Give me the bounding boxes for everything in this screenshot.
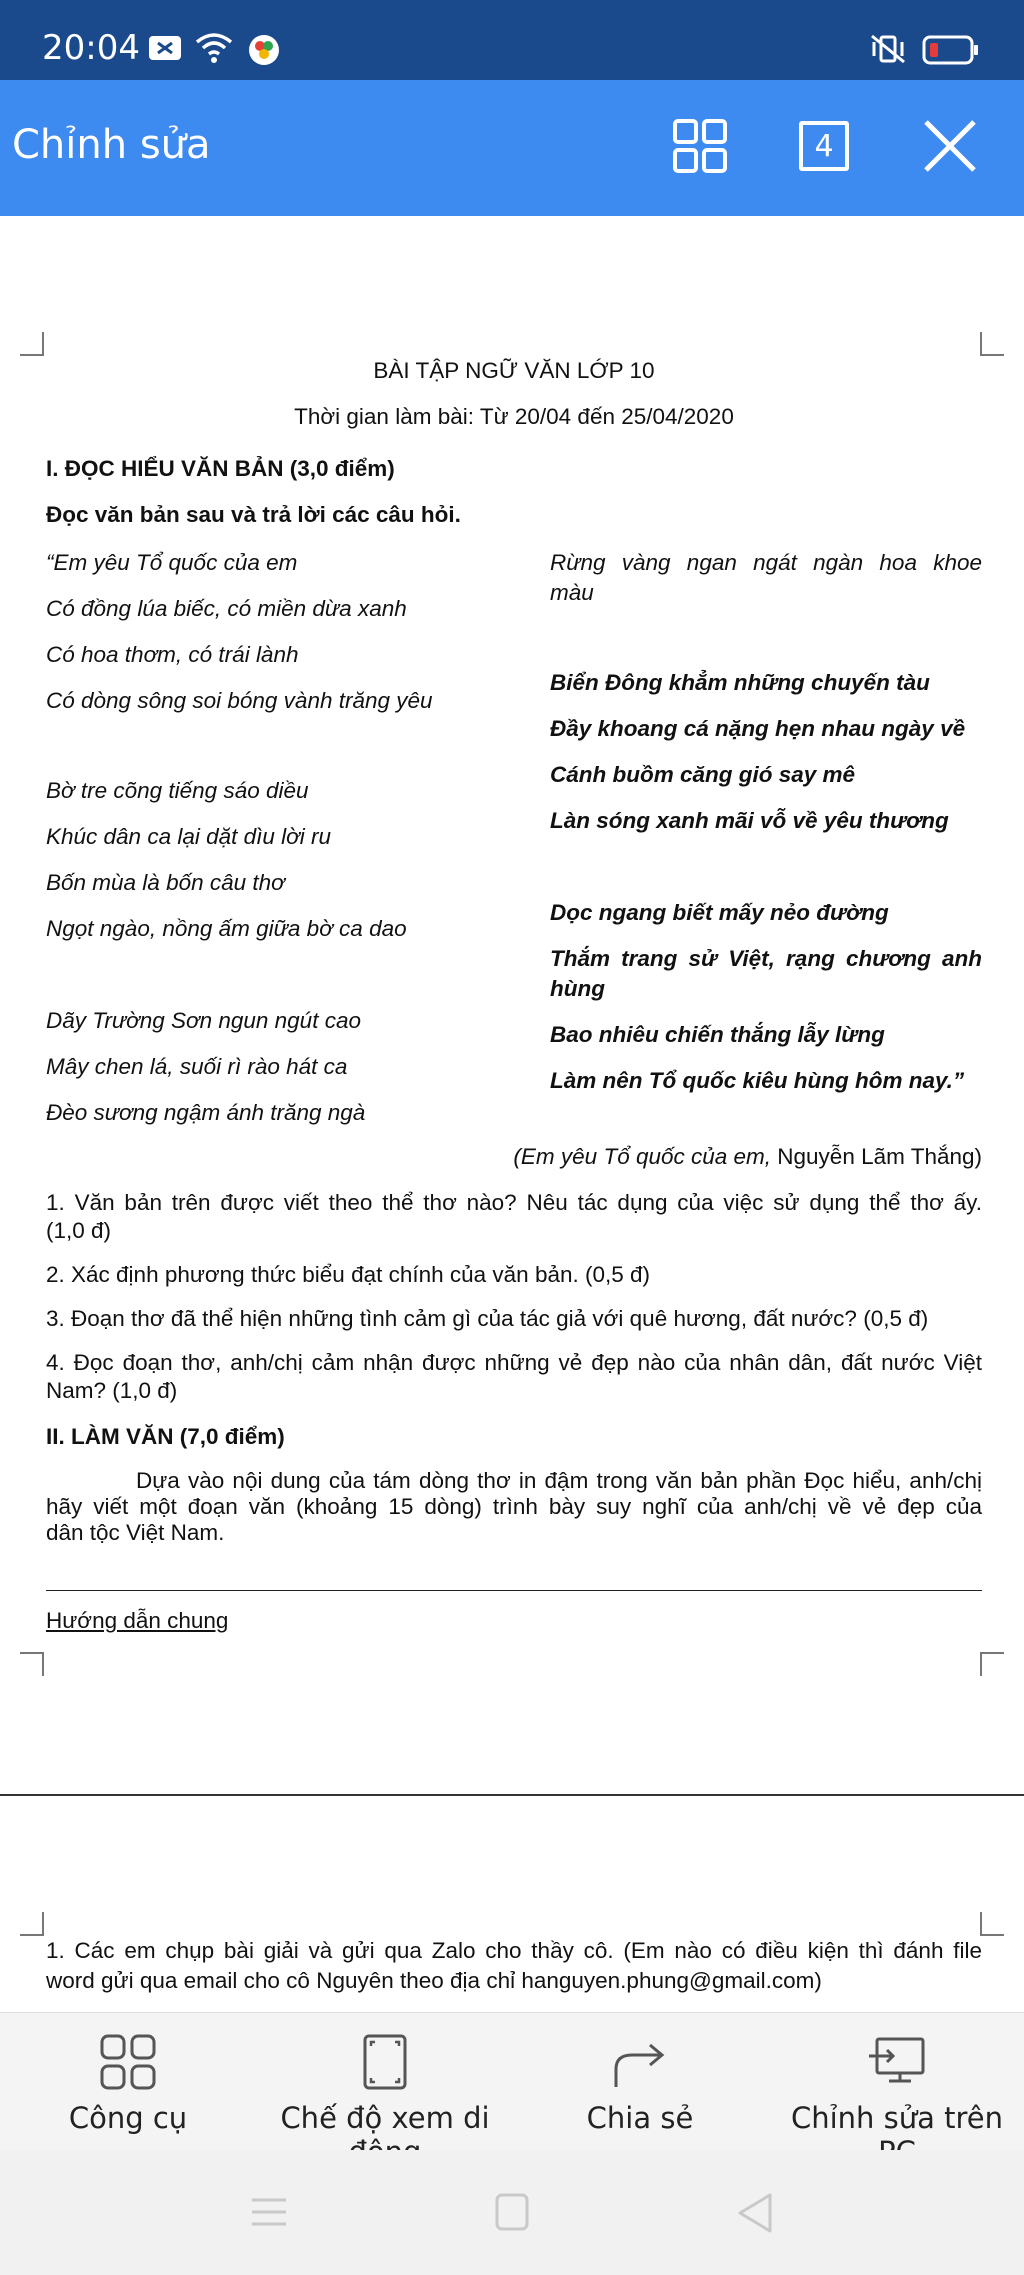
home-icon[interactable] bbox=[494, 2192, 530, 2232]
instruction-text: Đọc văn bản sau và trả lời các câu hỏi. bbox=[46, 502, 461, 527]
poem-line: “Em yêu Tổ quốc của em bbox=[46, 550, 298, 575]
status-bar bbox=[0, 0, 1024, 80]
close-button[interactable] bbox=[920, 116, 980, 176]
page2-line: word gửi qua email cho cô Nguyên theo địa chỉ hanguyen.phung@gmail.com) bbox=[46, 1968, 822, 1993]
mobile-view-button[interactable] bbox=[250, 2013, 520, 2151]
source-title: (Em yêu Tổ quốc của em, bbox=[513, 1144, 772, 1169]
bottom-toolbar bbox=[0, 2012, 1024, 2151]
tools-icon bbox=[99, 2033, 157, 2091]
vibrate-icon bbox=[868, 32, 908, 66]
tools-button[interactable] bbox=[50, 2013, 206, 2151]
doc-time-line: Thời gian làm bài: Từ 20/04 đến 25/04/2020 bbox=[294, 404, 734, 429]
wifi-icon bbox=[194, 30, 234, 64]
share-label: Chia sẻ bbox=[586, 2101, 694, 2135]
page-separator bbox=[0, 1794, 1024, 1796]
poem-line: Có hoa thơm, có trái lành bbox=[46, 642, 299, 667]
poem-line-bold: Đầy khoang cá nặng hẹn nhau ngày về bbox=[550, 716, 966, 741]
question-4: 4. Đọc đoạn thơ, anh/chị cảm nhận được những vẻ đẹp nào của nhân dân, đất nước Việt bbox=[46, 1350, 982, 1375]
toolbar-title: Chỉnh sửa bbox=[12, 122, 211, 168]
poem-line: Đèo sương ngậm ánh trăng ngà bbox=[46, 1100, 366, 1125]
document-viewer[interactable] bbox=[0, 216, 1024, 2012]
system-navigation-bar bbox=[0, 2150, 1024, 2275]
page-corner-mark bbox=[980, 1652, 1004, 1676]
question-1: 1. Văn bản trên được viết theo thể thơ nào? Nêu tác dụng của việc sử dụng thể thơ ấy. bbox=[46, 1190, 982, 1215]
page-corner-mark bbox=[20, 1652, 44, 1676]
status-time: 20:04 bbox=[42, 28, 140, 68]
grid-view-button[interactable] bbox=[670, 116, 730, 176]
poem-line-bold: Dọc ngang biết mấy nẻo đường bbox=[550, 900, 889, 925]
poem-line: Bốn mùa là bốn câu thơ bbox=[46, 870, 285, 895]
horizontal-rule bbox=[46, 1590, 982, 1591]
poem-line: Có đồng lúa biếc, có miền dừa xanh bbox=[46, 596, 407, 621]
poem-line-bold: Biển Đông khẳm những chuyến tàu bbox=[550, 670, 930, 695]
doc-title: BÀI TẬP NGỮ VĂN LỚP 10 bbox=[373, 358, 655, 383]
tools-label: Công cụ bbox=[68, 2101, 188, 2135]
poem-line-bold: Làm nên Tổ quốc kiêu hùng hôm nay.” bbox=[550, 1068, 965, 1093]
page-corner-mark bbox=[980, 1912, 1004, 1936]
section1-heading: I. ĐỌC HIỂU VĂN BẢN (3,0 điểm) bbox=[46, 456, 395, 481]
poem-line-bold: Làn sóng xanh mãi vỗ về yêu thương bbox=[550, 808, 949, 833]
essay-line: Dựa vào nội dung của tám dòng thơ in đậm trong văn bản phần Đọc hiểu, anh/chị bbox=[136, 1468, 982, 1493]
poem-line: Có dòng sông soi bóng vành trăng yêu bbox=[46, 688, 433, 713]
poem-line: Ngọt ngào, nồng ấm giữa bờ ca dao bbox=[46, 916, 407, 941]
question-3: 3. Đoạn thơ đã thể hiện những tình cảm gì của tác giả với quê hương, đất nước? (0,5 đ) bbox=[46, 1306, 929, 1331]
poem-line: Rừng vàng ngan ngát ngàn hoa khoe bbox=[550, 550, 982, 575]
close-icon bbox=[922, 118, 978, 174]
edit-on-pc-button[interactable] bbox=[770, 2013, 1024, 2151]
app-toolbar bbox=[0, 80, 1024, 216]
share-icon bbox=[612, 2033, 668, 2091]
poem-line-bold: hùng bbox=[550, 976, 605, 1001]
document-page-2 bbox=[46, 1936, 982, 2012]
poem-source bbox=[490, 1144, 982, 1170]
source-author: Nguyễn Lãm Thắng) bbox=[771, 1144, 982, 1169]
guide-heading: Hướng dẫn chung bbox=[46, 1608, 229, 1633]
page-corner-mark bbox=[20, 1912, 44, 1936]
edit-on-pc-icon bbox=[867, 2033, 927, 2091]
poem-line-bold: Bao nhiêu chiến thắng lẫy lừng bbox=[550, 1022, 885, 1047]
section2-heading: II. LÀM VĂN (7,0 điểm) bbox=[46, 1424, 285, 1449]
battery-low-icon bbox=[922, 34, 980, 66]
mobile-view-label: Chế độ xem di bbox=[280, 2101, 490, 2135]
page-count-badge: 4 bbox=[799, 121, 849, 171]
poem-line: Khúc dân ca lại dặt dìu lời ru bbox=[46, 824, 332, 849]
essay-line: hãy viết một đoạn văn (khoảng 15 dòng) trình bày suy nghĩ của anh/chị về vẻ đẹp của bbox=[46, 1494, 982, 1519]
question-4-score: Nam? (1,0 đ) bbox=[46, 1378, 178, 1403]
menu-icon[interactable] bbox=[250, 2194, 288, 2230]
app-notification-icon bbox=[248, 34, 280, 66]
mobile-view-icon bbox=[362, 2033, 408, 2091]
question-1-score: (1,0 đ) bbox=[46, 1218, 112, 1243]
document-page-1 bbox=[46, 216, 982, 1716]
page2-line: 1. Các em chụp bài giải và gửi qua Zalo cho thầy cô. (Em nào có điều kiện thì đánh file bbox=[46, 1938, 982, 1963]
message-icon bbox=[148, 34, 182, 62]
poem-line: Dãy Trường Sơn ngun ngút cao bbox=[46, 1008, 361, 1033]
back-icon[interactable] bbox=[736, 2192, 774, 2234]
essay-line: dân tộc Việt Nam. bbox=[46, 1520, 225, 1545]
share-button[interactable] bbox=[578, 2013, 702, 2151]
poem-line-bold: Cánh buồm căng gió say mê bbox=[550, 762, 856, 787]
edit-on-pc-label: Chỉnh sửa trên bbox=[790, 2101, 1004, 2135]
poem-line: Mây chen lá, suối rì rào hát ca bbox=[46, 1054, 348, 1079]
page-corner-mark bbox=[20, 332, 44, 356]
poem-line-bold: Thắm trang sử Việt, rạng chương anh bbox=[550, 946, 982, 971]
page-corner-mark bbox=[980, 332, 1004, 356]
poem-line: Bờ tre cõng tiếng sáo diều bbox=[46, 778, 309, 803]
poem-line: màu bbox=[550, 580, 594, 605]
page-count-button[interactable] bbox=[794, 116, 854, 176]
question-2: 2. Xác định phương thức biểu đạt chính của văn bản. (0,5 đ) bbox=[46, 1262, 651, 1287]
grid-view-icon bbox=[672, 118, 728, 174]
